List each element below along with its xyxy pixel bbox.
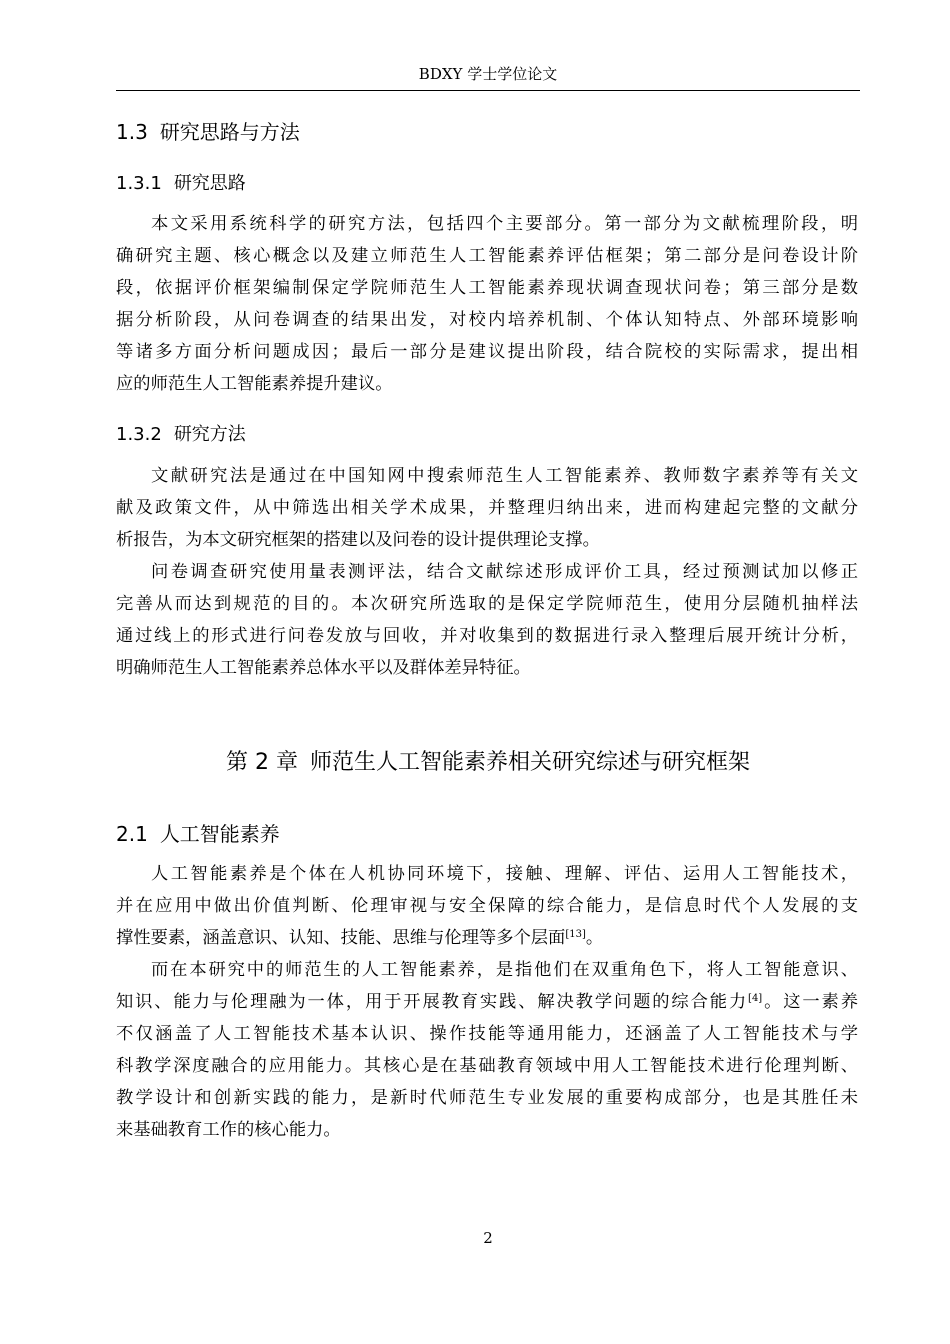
section-heading-2-1 — [116, 820, 280, 848]
text-line: 而在本研究中的师范生的人工智能素养，是指他们在双重角色下，将人工智能意识、 — [151, 960, 858, 980]
text-line: 本文采用系统科学的研究方法，包括四个主要部分。第一部分为文献梳理阶段，明 — [151, 214, 858, 234]
chapter-heading — [116, 748, 860, 778]
citation-ref: [4] — [748, 993, 763, 1004]
paragraph-literature-method — [116, 460, 858, 556]
text-line: 确研究主题、核心概念以及建立师范生人工智能素养评估框架；第二部分是问卷设计阶 — [116, 246, 858, 266]
text-line: 科教学深度融合的应用能力。其核心是在基础教育领域中用人工智能技术进行伦理判断、 — [116, 1056, 858, 1076]
text-line: 明确师范生人工智能素养总体水平以及群体差异特征。 — [116, 658, 531, 678]
text-line: 据分析阶段，从问卷调查的结果出发，对校内培养机制、个体认知特点、外部环境影响 — [116, 310, 858, 330]
section-title: 研究思路与方法 — [159, 120, 300, 144]
text-line: 应的师范生人工智能素养提升建议。 — [116, 374, 393, 394]
subsection-title: 研究思路 — [173, 173, 246, 194]
paragraph-ai-literacy-definition — [116, 858, 858, 954]
text-line: 文献研究法是通过在中国知网中搜索师范生人工智能素养、教师数字素养等有关文 — [151, 466, 858, 486]
subsection-heading-1-3-1 — [116, 171, 246, 197]
paragraph-survey-method — [116, 556, 858, 684]
text-line: 不仅涵盖了人工智能技术基本认识、操作技能等通用能力，还涵盖了人工智能技术与学 — [116, 1024, 858, 1044]
subsection-number: 1.3.2 — [116, 424, 162, 445]
text-line: 并在应用中做出价值判断、伦理审视与安全保障的综合能力，是信息时代个人发展的支 — [116, 896, 858, 916]
subsection-title: 研究方法 — [173, 424, 246, 445]
section-heading-1-3 — [116, 118, 300, 146]
section-title: 人工智能素养 — [159, 822, 280, 846]
text-line: 通过线上的形式进行问卷发放与回收，并对收集到的数据进行录入整理后展开统计分析， — [116, 626, 858, 646]
text-line: 析报告，为本文研究框架的搭建以及问卷的设计提供理论支撑。 — [116, 530, 600, 550]
text-line — [116, 986, 858, 1018]
text-fragment: 撑性要素，涵盖意识、认知、技能、思维与伦理等多个层面 — [116, 928, 566, 948]
text-line — [116, 922, 858, 954]
paragraph-teacher-ai-literacy — [116, 954, 858, 1146]
chapter-title: 师范生人工智能素养相关研究综述与研究框架 — [309, 750, 750, 775]
text-line: 段，依据评价框架编制保定学院师范生人工智能素养现状调查现状问卷；第三部分是数 — [116, 278, 858, 298]
text-line: 等诸多方面分析问题成因；最后一部分是建议提出阶段，结合院校的实际需求，提出相 — [116, 342, 858, 362]
text-fragment: 知识、能力与伦理融为一体，用于开展教育实践、解决教学问题的综合能力 — [116, 992, 749, 1012]
subsection-number: 1.3.1 — [116, 173, 162, 194]
text-line: 献及政策文件，从中筛选出相关学术成果，并整理归纳出来，进而构建起完整的文献分 — [116, 498, 858, 518]
subsection-heading-1-3-2 — [116, 422, 246, 448]
paragraph-research-approach — [116, 208, 858, 400]
text-line: 教学设计和创新实践的能力，是新时代师范生专业发展的重要构成部分，也是其胜任未 — [116, 1088, 858, 1108]
text-line: 问卷调查研究使用量表测评法，结合文献综述形成评价工具，经过预测试加以修正 — [151, 562, 858, 582]
text-fragment: 。 — [585, 928, 604, 948]
text-line: 完善从而达到规范的目的。本次研究所选取的是保定学院师范生，使用分层随机抽样法 — [116, 594, 858, 614]
running-header: BDXY 学士学位论文 — [418, 65, 558, 83]
text-line: 人工智能素养是个体在人机协同环境下，接触、理解、评估、运用人工智能技术， — [151, 864, 858, 884]
header-rule — [116, 90, 860, 91]
page-number: 2 — [483, 1229, 493, 1247]
section-number: 1.3 — [116, 120, 148, 144]
chapter-number: 第 2 章 — [226, 750, 298, 775]
citation-ref: [13] — [565, 929, 586, 940]
section-number: 2.1 — [116, 822, 148, 846]
text-line: 来基础教育工作的核心能力。 — [116, 1120, 341, 1140]
text-fragment: 。这一素养 — [762, 992, 858, 1012]
